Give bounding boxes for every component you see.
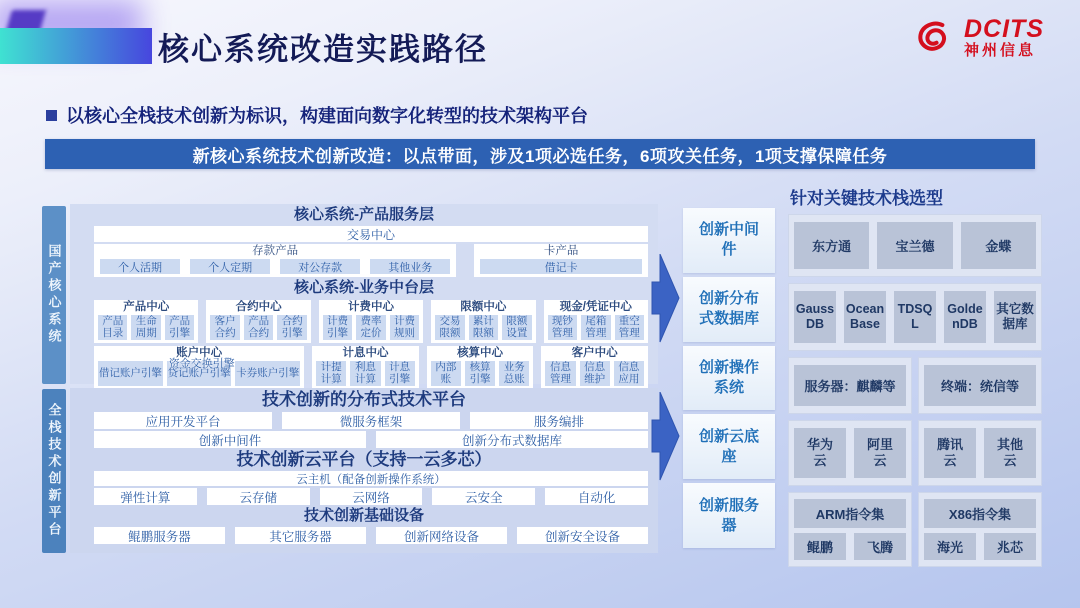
capability-box: 信息维护 — [580, 361, 610, 386]
cloud-box: 云网络 — [320, 488, 423, 505]
panel-core-system — [70, 204, 658, 384]
card-products-items — [480, 259, 642, 274]
deposit-products-group — [94, 244, 456, 277]
os-server-group — [788, 357, 912, 414]
os-terminal-group — [918, 357, 1042, 414]
card-products-group — [474, 244, 648, 277]
vendor-box: OceanBase — [844, 291, 886, 343]
capability-box: 借记账户引擎 — [98, 361, 163, 386]
capability-box: 内部账 — [431, 361, 461, 386]
arm-chips — [794, 533, 906, 560]
product-box: 个人定期 — [190, 259, 270, 274]
cloud-box: 云安全 — [432, 488, 535, 505]
tech-stack-panel — [788, 184, 1042, 573]
arrow-right-icon — [650, 392, 682, 482]
capability-box: 计提计算 — [316, 361, 346, 386]
center-account — [94, 346, 304, 389]
page-title: 核心系统改造实践路径 — [158, 32, 488, 67]
capability-box: 累计限额 — [469, 315, 498, 340]
cloud-vendors-right — [918, 420, 1042, 486]
cloud-capability-row — [94, 488, 648, 505]
vendor-box: 宝兰德 — [877, 222, 952, 269]
capability-box: 交易限额 — [435, 315, 464, 340]
title-gradient-bar — [0, 28, 152, 64]
vendor-box: TDSQL — [894, 291, 936, 343]
innovation-item: 创新分布式数据库 — [683, 277, 775, 342]
panel-fullstack-platform — [70, 388, 658, 553]
capability-box: 现钞管理 — [548, 315, 577, 340]
innovation-item: 创新云底座 — [683, 414, 775, 479]
center-cash-voucher — [544, 300, 648, 343]
vendor-box: 服务器：麒麟等 — [794, 365, 906, 406]
capability-box: 客户合约 — [210, 315, 239, 340]
platform-box: 应用开发平台 — [94, 412, 272, 429]
capability-box: 卡券账户引擎 — [235, 361, 300, 386]
cloud-box: 云存储 — [207, 488, 310, 505]
center-title: 计息中心 — [342, 347, 389, 359]
tech-stack-title: 针对关键技术栈选型 — [790, 189, 943, 208]
group-title: 卡产品 — [543, 245, 579, 257]
vendor-box: 终端：统信等 — [924, 365, 1036, 406]
center-items — [98, 315, 194, 340]
center-customer — [541, 346, 648, 389]
sidebar-label-fullstack-platform: 全栈技术创新平台 — [42, 389, 66, 553]
distributed-row-2 — [94, 431, 648, 448]
vendor-box: 华为云 — [794, 428, 846, 478]
vendor-box: 东方通 — [794, 222, 869, 269]
section-title-infrastructure: 技术创新基础设备 — [303, 507, 424, 524]
vendor-box: 金蝶 — [961, 222, 1036, 269]
center-items — [435, 315, 531, 340]
capability-box: 核算引擎 — [465, 361, 495, 386]
capability-box: 尾箱管理 — [581, 315, 610, 340]
arm-group — [788, 492, 912, 567]
infra-box: 创新安全设备 — [517, 527, 648, 544]
infrastructure-row — [94, 527, 648, 544]
innovation-column — [683, 208, 775, 548]
sidebar-label-domestic-core: 国产核心系统 — [42, 206, 66, 384]
middleware-vendors-group — [788, 214, 1042, 277]
platform-box: 微服务框架 — [282, 412, 460, 429]
cloud-host-bar: 云主机（配备创新操作系统） — [94, 471, 648, 486]
innovation-item: 创新操作系统 — [683, 346, 775, 411]
center-contract — [206, 300, 310, 343]
center-title: 账户中心 — [176, 347, 223, 359]
center-items — [545, 361, 644, 386]
center-title: 核算中心 — [457, 347, 504, 359]
center-items — [210, 315, 306, 340]
isa-label: ARM指令集 — [794, 499, 906, 528]
center-items — [316, 361, 415, 386]
arrow-right-icon — [650, 254, 682, 344]
chip-box: 海光 — [924, 533, 976, 560]
cloud-box: 弹性计算 — [94, 488, 197, 505]
logo-brand: DCITS — [964, 15, 1044, 43]
chip-box: 鲲鹏 — [794, 533, 846, 560]
instruction-set-row — [788, 492, 1042, 567]
product-box: 借记卡 — [480, 259, 642, 274]
logo — [913, 16, 1044, 60]
center-items — [431, 361, 530, 386]
capability-box: 费率定价 — [356, 315, 385, 340]
innovation-item: 创新中间件 — [683, 208, 775, 273]
section-title-mid-layer: 核心系统-业务中台层 — [294, 279, 434, 296]
capability-box: 生命周期 — [131, 315, 160, 340]
product-box: 个人活期 — [100, 259, 180, 274]
capability-box: 计费规则 — [390, 315, 419, 340]
vendor-box: GoldenDB — [944, 291, 986, 343]
center-title: 客户中心 — [571, 347, 618, 359]
platform-box: 服务编排 — [470, 412, 648, 429]
x86-group — [918, 492, 1042, 567]
section-title-distributed-platform: 技术创新的分布式技术平台 — [262, 390, 466, 409]
capability-box: 贷记账户引擎 — [167, 361, 232, 386]
capability-box: 信息应用 — [614, 361, 644, 386]
cloud-vendors-row — [788, 420, 1042, 486]
center-title: 合约中心 — [235, 301, 282, 313]
innovation-item: 创新服务器 — [683, 483, 775, 548]
product-groups-row — [94, 244, 648, 277]
dcits-logo-icon — [913, 16, 957, 60]
center-items — [548, 315, 644, 340]
center-title: 限额中心 — [460, 301, 507, 313]
vendor-box: 其他云 — [984, 428, 1036, 478]
vendor-box: 阿里云 — [854, 428, 906, 478]
product-box: 其他业务 — [370, 259, 450, 274]
group-title: 存款产品 — [252, 245, 299, 257]
capability-box: 限额设置 — [502, 315, 531, 340]
center-interest — [312, 346, 419, 389]
logo-company: 神州信息 — [964, 42, 1037, 59]
capability-box: 利息计算 — [350, 361, 380, 386]
center-quota — [431, 300, 535, 343]
capability-box: 计息引擎 — [385, 361, 415, 386]
capability-box: 合约引擎 — [277, 315, 306, 340]
capability-box: 计费引擎 — [323, 315, 352, 340]
center-items — [323, 315, 419, 340]
cloud-vendors-left — [788, 420, 912, 486]
center-accounting — [427, 346, 534, 389]
subtitle — [46, 102, 588, 128]
vendor-box: 腾讯云 — [924, 428, 976, 478]
center-title: 计费中心 — [348, 301, 395, 313]
centers-row-1 — [94, 300, 648, 343]
section-title-cloud-platform: 技术创新云平台（支持一云多芯） — [236, 450, 492, 469]
distributed-row-1 — [94, 412, 648, 429]
logo-text — [964, 16, 1044, 60]
center-billing — [319, 300, 423, 343]
subtitle-text: 以核心全栈技术创新为标识，构建面向数字化转型的技术架构平台 — [66, 106, 588, 126]
infra-box: 其它服务器 — [235, 527, 366, 544]
cloud-box: 自动化 — [545, 488, 648, 505]
platform-box: 创新中间件 — [94, 431, 366, 448]
trade-center-bar: 交易中心 — [94, 226, 648, 242]
banner: 新核心系统技术创新改造：以点带面，涉及1项必选任务，6项攻关任务，1项支撑保障任务 — [45, 139, 1035, 169]
product-box: 对公存款 — [280, 259, 360, 274]
center-title: 现金/凭证中心 — [559, 301, 632, 313]
x86-chips — [924, 533, 1036, 560]
capability-box: 产品目录 — [98, 315, 127, 340]
chip-box: 兆芯 — [984, 533, 1036, 560]
center-product — [94, 300, 198, 343]
fund-exchange-engine-overlay: 资金交换引擎 — [168, 358, 235, 370]
infra-box: 鲲鹏服务器 — [94, 527, 225, 544]
vendor-box: 其它数据库 — [994, 291, 1036, 343]
capability-box: 产品引擎 — [165, 315, 194, 340]
deposit-products-items — [100, 259, 450, 274]
center-title: 产品中心 — [123, 301, 170, 313]
vendor-box: GaussDB — [794, 291, 836, 343]
platform-box: 创新分布式数据库 — [376, 431, 648, 448]
chip-box: 飞腾 — [854, 533, 906, 560]
section-title-product-layer: 核心系统-产品服务层 — [294, 206, 434, 223]
os-options-row — [788, 357, 1042, 414]
database-vendors-group — [788, 283, 1042, 351]
infra-box: 创新网络设备 — [376, 527, 507, 544]
capability-box: 信息管理 — [545, 361, 575, 386]
isa-label: X86指令集 — [924, 499, 1036, 528]
centers-row-2 — [94, 346, 648, 389]
capability-box: 重空管理 — [615, 315, 644, 340]
capability-box: 产品合约 — [244, 315, 273, 340]
bullet-square-icon — [46, 110, 57, 121]
capability-box: 业务总账 — [499, 361, 529, 386]
